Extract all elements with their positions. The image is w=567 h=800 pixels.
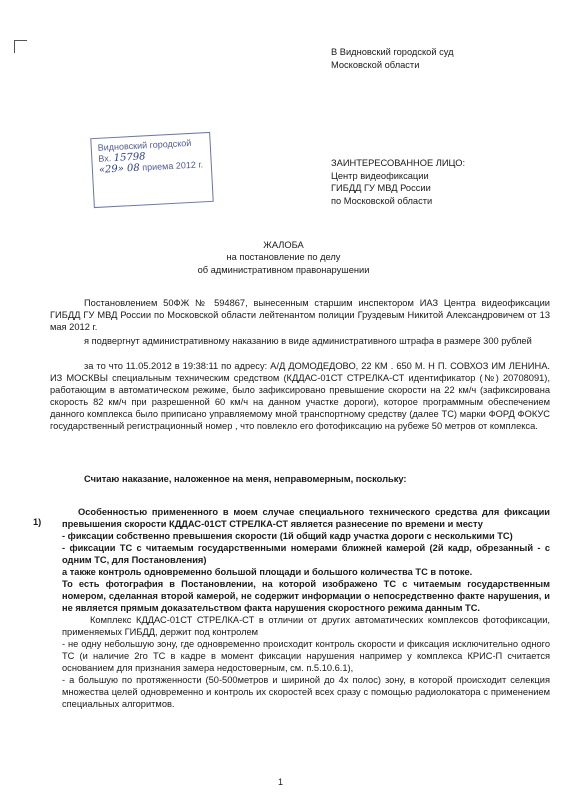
addressee-court: В Видновский городской суд xyxy=(331,47,454,57)
paragraph-violation-details: за то что 11.05.2012 в 19:38:11 по адресу: А/Д ДОМОДЕДОВО, 22 КМ . 650 М. Н П. СОВХОЗ ИМ ЛЕНИНА. ИЗ МОСКВЫ специальным техническим средством (КДДАС-01СТ СТРЕЛКА-СТ идентификатор (№) 20708091), работающим в автоматическом режиме, было зафиксировано превышение скорости на 22 км/ч (зафиксирована скорость 82 км/ч при разрешенной 60 км/ч на данном участке дороги), которое программным обеспечением данного комплекса было приписано управляемому мной транспортному средству (далее ТС) марки ФОРД ФОКУС государственный регистрационный номер , что повлекло его фотофиксацию на рубеже 50 метров от комплекса. xyxy=(50,361,550,431)
item-1-block xyxy=(62,506,550,710)
interested-party-line-3: по Московской области xyxy=(331,196,433,206)
item-1-point-f: - не одну небольшую зону, где одновременно происходит контроль скорости и фиксация исключительно одного ТС (и наличие 2го ТС в кадре в момент фиксации нарушения например у комплекса КРИС-П считается основанием для признания замера недостоверным, см. п.5.10.6.1), xyxy=(62,639,550,673)
interested-party-line-1: Центр видеофиксации xyxy=(331,171,429,181)
paragraph-resolution: Постановлением 50ФЖ № 594867, вынесенным старшим инспектором ИАЗ Центра видеофиксации ГИБДД ГУ МВД России по Московской области лейтенантом полиции Груздевым Никитой Александровичем от 13 мая 2012 г. xyxy=(50,298,550,332)
stamp-date: «29» 08 xyxy=(98,162,141,176)
stamp-court-name: Видновский городской xyxy=(97,137,192,153)
stamp-date-suffix: приема 2012 г. xyxy=(141,159,204,173)
stamp-incoming-label: Вх. xyxy=(98,153,112,164)
stamp-incoming-number: 15798 xyxy=(113,151,146,164)
addressee-region: Московской области xyxy=(331,60,420,70)
page-number: 1 xyxy=(278,777,284,787)
item-1-point-e: Комплекс КДДАС-01СТ СТРЕЛКА-СТ в отличии от других автоматических комплексов фотофиксации, применяемых ГИБДД, держит под контролем xyxy=(62,615,550,637)
item-1-lead: Особенностью примененного в моем случае специального технического средства для фиксации превышения скорости КДДАС-01СТ СТРЕЛКА-СТ является разнесение по времени и месту xyxy=(62,507,550,529)
document-title: ЖАЛОБА xyxy=(263,240,304,250)
paragraph-penalty: я подвергнут административному наказанию в виде административного штрафа в размере 300 рублей xyxy=(84,336,532,346)
court-intake-stamp xyxy=(90,132,213,208)
item-1-point-d: То есть фотография в Постановлении, на которой изображено ТС с читаемым государственным номером, сделанная второй камерой, не содержит информации о непосредственно факте нарушения, и не является прямым доказательством факта нарушения скоростного режима данным ТС. xyxy=(62,579,550,613)
document-subtitle-2: об административном правонарушении xyxy=(197,265,370,275)
item-1-point-g: - а большую по протяженности (50-500метров и шириной до 4х полос) зону, в которой происходит селекция множества целей одновременно и контроль их скоростей всех сразу с помощью радиолокатора с применением специальных алгоритмов. xyxy=(62,675,550,709)
document-subtitle-1: на постановление по делу xyxy=(226,252,341,262)
item-1-point-b: - фиксации ТС с читаемым государственными номерами ближней камерой (2й кадр, обрезанный - с одним ТС, для Постановления) xyxy=(62,543,550,565)
claim-statement: Считаю наказание, наложенное на меня, неправомерным, поскольку: xyxy=(84,474,407,484)
interested-party-line-2: ГИБДД ГУ МВД России xyxy=(331,183,431,193)
item-number: 1) xyxy=(33,517,42,527)
interested-party-heading: ЗАИНТЕРЕСОВАННОЕ ЛИЦО: xyxy=(331,158,466,168)
item-1-point-c: а также контроль одновременно большой площади и большого количества ТС в потоке. xyxy=(62,567,473,577)
page-corner-mark xyxy=(14,40,27,53)
item-1-point-a: - фиксации собственно превышения скорости (1й общий кадр участка дороги с несколькими ТС) xyxy=(62,531,513,541)
